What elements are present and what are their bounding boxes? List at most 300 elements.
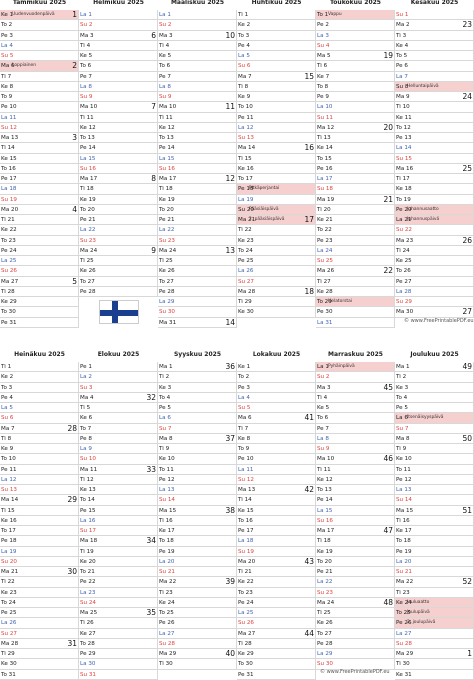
holiday-name: Uudenvuodenpäivä: [12, 12, 55, 17]
day-row: [0, 567, 79, 577]
day-label: Ke 15: [238, 507, 254, 514]
day-row: [237, 424, 316, 434]
day-row: [395, 225, 474, 235]
day-label: Ti 11: [317, 466, 331, 473]
day-row: [0, 444, 79, 454]
day-row: [0, 184, 79, 194]
day-label: Pe 28: [159, 288, 175, 295]
day-row: [79, 236, 158, 246]
day-label: La 5: [1, 405, 13, 411]
day-row: [0, 266, 79, 276]
day-row: [316, 297, 395, 307]
day-row: [237, 670, 316, 680]
day-row: [158, 205, 237, 215]
day-label: La 12: [1, 476, 17, 483]
day-row: [395, 174, 474, 184]
day-label: To 23: [1, 237, 16, 244]
day-label: Pe 1: [80, 364, 92, 370]
day-label: Ke 26: [317, 620, 333, 627]
day-label: Su 27: [238, 278, 254, 285]
day-label: Ke 9: [238, 94, 251, 100]
holiday-name: Jouluaatto: [407, 599, 430, 605]
day-row: [395, 526, 474, 536]
day-row: [0, 403, 79, 413]
day-label: La 7: [396, 73, 408, 80]
week-number: 51: [462, 505, 472, 515]
holiday-name: Helluntaipäivä: [407, 83, 439, 89]
day-label: La 6: [396, 415, 408, 422]
week-number: 41: [304, 413, 314, 423]
day-label: Ti 1: [1, 364, 12, 370]
day-row: [79, 287, 158, 297]
day-label: Ke 8: [238, 435, 251, 442]
day-row: [79, 174, 158, 184]
day-label: Ti 22: [238, 227, 252, 234]
day-row: [0, 577, 79, 587]
day-row: [237, 307, 316, 317]
day-label: La 1: [317, 364, 329, 370]
day-row: [158, 588, 237, 598]
day-label: La 20: [396, 558, 412, 565]
day-label: Pe 21: [80, 217, 96, 223]
day-row: [0, 659, 79, 669]
day-label: Su 16: [317, 517, 333, 524]
day-row: [395, 454, 474, 464]
day-row: [158, 307, 237, 317]
day-label: Ti 18: [159, 186, 173, 193]
day-row: [237, 195, 316, 205]
day-row: [0, 618, 79, 628]
day-row: [237, 174, 316, 184]
day-row: [0, 495, 79, 505]
day-row: [237, 123, 316, 133]
day-label: Ma 3: [159, 32, 173, 39]
month-column: [158, 351, 237, 670]
day-row: [316, 598, 395, 608]
day-label: Pe 17: [238, 528, 254, 534]
day-row: [79, 659, 158, 669]
day-row: [158, 113, 237, 123]
day-label: Ke 30: [1, 661, 17, 668]
day-row: [395, 598, 474, 608]
day-row: [237, 454, 316, 464]
week-number: 1: [467, 649, 472, 658]
day-label: La 13: [159, 487, 175, 493]
day-label: Ke 12: [80, 124, 96, 131]
week-number: 27: [462, 307, 472, 317]
day-row: [237, 133, 316, 143]
day-row: [158, 246, 237, 256]
day-label: La 10: [317, 104, 333, 111]
day-label: To 12: [396, 124, 411, 131]
month-title: Huhtikuu 2025: [251, 0, 302, 6]
day-row: [0, 287, 79, 297]
day-row: [158, 454, 237, 464]
month-title: Toukokuu 2025: [330, 0, 381, 6]
day-row: [237, 639, 316, 649]
day-row: [316, 383, 395, 393]
day-row: [316, 277, 395, 287]
day-row: [79, 277, 158, 287]
day-row: [237, 164, 316, 174]
day-label: La 8: [80, 83, 92, 90]
day-label: Pe 14: [317, 497, 333, 504]
day-label: La 31: [317, 319, 333, 326]
day-label: To 7: [80, 425, 92, 432]
day-row: [79, 516, 158, 526]
day-row: [316, 123, 395, 133]
day-row: [0, 20, 79, 30]
day-row: [316, 608, 395, 618]
day-label: Ti 2: [159, 374, 170, 381]
day-row: [79, 649, 158, 659]
day-label: Pe 14: [80, 145, 96, 152]
day-row: [158, 195, 237, 205]
holiday-name: Juhannuspäivä: [407, 217, 440, 222]
day-label: La 26: [1, 620, 17, 627]
day-label: Pe 11: [1, 466, 17, 473]
day-label: Su 8: [396, 83, 409, 90]
day-label: Ti 27: [317, 278, 331, 285]
day-label: Ti 25: [317, 610, 331, 616]
day-row: [79, 215, 158, 225]
month-title: Kesäkuu 2025: [410, 0, 459, 6]
day-row: [395, 372, 474, 382]
day-row: [0, 598, 79, 608]
day-row: [316, 547, 395, 557]
day-label: Ma 29: [159, 651, 177, 657]
week-number: 18: [304, 286, 314, 296]
day-label: Su 21: [159, 569, 175, 575]
day-label: Pe 30: [317, 309, 333, 316]
day-label: To 11: [396, 466, 411, 473]
week-number: 49: [462, 362, 472, 371]
day-label: Ma 4: [80, 394, 94, 401]
day-label: Ke 14: [317, 145, 333, 152]
day-label: Ti 17: [396, 176, 410, 182]
day-row: [237, 495, 316, 505]
day-row: [316, 41, 395, 51]
day-label: Pe 26: [396, 620, 412, 627]
day-row: [79, 670, 158, 680]
day-row: [158, 92, 237, 102]
day-label: Su 23: [317, 589, 333, 596]
day-label: La 11: [238, 466, 254, 473]
day-label: Ma 10: [317, 456, 335, 463]
day-label: Su 15: [396, 155, 412, 162]
day-label: Pe 5: [396, 405, 408, 411]
day-row: [0, 475, 79, 485]
day-row: [158, 297, 237, 307]
day-label: To 9: [238, 446, 250, 452]
month-column: [237, 351, 316, 680]
day-row: [158, 215, 237, 225]
day-row: [0, 670, 79, 680]
day-row: [0, 629, 79, 639]
day-label: La 8: [159, 83, 171, 90]
day-label: Su 3: [80, 384, 93, 391]
day-label: Ma 24: [317, 599, 335, 606]
day-label: Ma 11: [80, 466, 98, 473]
week-number: 48: [383, 597, 393, 607]
day-row: [0, 246, 79, 256]
day-row: [395, 297, 474, 307]
day-label: La 29: [317, 651, 333, 657]
day-label: Ke 30: [238, 309, 254, 316]
day-row: [0, 608, 79, 618]
day-row: [395, 362, 474, 372]
day-row: [316, 113, 395, 123]
day-label: Pe 24: [238, 599, 254, 606]
day-row: [158, 277, 237, 287]
day-label: Su 28: [396, 640, 412, 647]
day-row: [316, 393, 395, 403]
day-row: [158, 567, 237, 577]
day-row: [158, 266, 237, 276]
day-row: [237, 51, 316, 61]
week-number: 10: [225, 30, 235, 40]
day-label: La 1: [80, 12, 92, 18]
day-row: [316, 659, 395, 669]
footer-text-top: © www.FreePrintablePDF.eu: [404, 318, 474, 324]
day-row: [79, 475, 158, 485]
day-label: Su 30: [317, 661, 333, 668]
day-label: Ke 3: [159, 384, 172, 391]
day-row: [395, 154, 474, 164]
day-label: La 13: [396, 487, 412, 493]
day-label: Su 6: [1, 415, 14, 422]
day-label: Ti 29: [238, 299, 252, 305]
day-label: Pe 21: [159, 217, 175, 223]
day-row: [316, 236, 395, 246]
day-row: [0, 133, 79, 143]
day-label: Ti 30: [396, 661, 410, 668]
day-row: [395, 536, 474, 546]
day-label: Ma 10: [80, 104, 98, 111]
day-label: Su 2: [80, 22, 93, 29]
day-label: Su 2: [317, 374, 330, 381]
day-label: To 19: [396, 196, 411, 203]
week-number: 46: [383, 454, 393, 464]
day-label: Ke 10: [159, 456, 175, 463]
day-row: [237, 536, 316, 546]
day-row: [395, 495, 474, 505]
day-label: Ke 19: [159, 196, 175, 203]
day-row: [158, 123, 237, 133]
holiday-name: Helatorstai: [328, 299, 353, 304]
week-number: 22: [383, 266, 393, 276]
day-row: [316, 225, 395, 235]
day-row: [158, 102, 237, 112]
week-number: 26: [462, 235, 472, 245]
week-number: 9: [151, 245, 156, 255]
day-row: [395, 465, 474, 475]
day-row: [79, 536, 158, 546]
day-row: [237, 526, 316, 536]
day-row: [0, 195, 79, 205]
day-row: [395, 567, 474, 577]
day-label: Ma 29: [396, 651, 414, 657]
day-label: La 15: [317, 507, 333, 514]
day-label: La 30: [80, 661, 96, 668]
day-label: Su 12: [238, 476, 254, 483]
day-label: Ti 13: [317, 135, 331, 141]
day-row: [79, 362, 158, 372]
day-label: Ma 7: [1, 425, 15, 432]
holiday-name: Vappu: [328, 12, 342, 17]
day-row: [395, 287, 474, 297]
day-row: [158, 41, 237, 51]
day-label: Pe 17: [1, 176, 17, 182]
day-row: [237, 372, 316, 382]
day-row: [316, 526, 395, 536]
day-row: [395, 51, 474, 61]
day-label: La 1: [159, 12, 171, 18]
day-label: Su 10: [80, 456, 96, 463]
day-label: Pe 31: [1, 319, 17, 326]
day-label: Su 20: [1, 558, 17, 565]
day-row: [79, 393, 158, 403]
day-row: [237, 516, 316, 526]
day-row: [316, 102, 395, 112]
week-number: 23: [462, 20, 472, 30]
day-row: [316, 413, 395, 423]
day-label: Ma 21: [238, 217, 256, 223]
day-label: Ma 17: [317, 528, 335, 534]
day-label: Ke 31: [396, 671, 412, 678]
day-row: [316, 164, 395, 174]
day-label: Ti 3: [396, 32, 407, 39]
day-row: [395, 41, 474, 51]
day-row: [79, 266, 158, 276]
day-row: [395, 424, 474, 434]
day-row: [316, 485, 395, 495]
day-label: To 6: [159, 63, 171, 70]
day-row: [0, 82, 79, 92]
holiday-name: Joulupäivä: [407, 610, 430, 615]
day-label: La 20: [159, 558, 175, 565]
day-label: Ke 24: [396, 599, 412, 606]
day-label: Su 23: [159, 237, 175, 244]
day-label: To 9: [1, 94, 13, 100]
holiday-name: Pyhäinpäivä: [328, 364, 355, 369]
day-row: [79, 485, 158, 495]
day-label: Su 7: [396, 425, 409, 432]
day-row: [237, 413, 316, 423]
week-number: 36: [225, 362, 235, 371]
day-row: [237, 277, 316, 287]
day-row: [158, 495, 237, 505]
day-label: La 3: [317, 32, 329, 39]
day-row: [237, 10, 316, 20]
day-label: Su 30: [159, 309, 175, 316]
day-label: Pe 19: [396, 548, 412, 555]
day-label: Su 29: [396, 299, 412, 305]
day-label: Ti 6: [317, 63, 328, 70]
day-row: [79, 41, 158, 51]
day-label: Pe 23: [317, 237, 333, 244]
day-label: Ma 27: [238, 630, 256, 637]
week-number: 32: [146, 392, 156, 402]
day-row: [237, 266, 316, 276]
day-row: [0, 51, 79, 61]
day-label: To 24: [238, 247, 253, 254]
day-label: Ke 16: [238, 165, 254, 172]
day-row: [158, 164, 237, 174]
day-row: [0, 225, 79, 235]
day-row: [316, 639, 395, 649]
day-label: To 10: [238, 104, 253, 111]
day-row: [237, 485, 316, 495]
day-label: Ti 5: [80, 405, 91, 411]
week-number: 16: [304, 143, 314, 153]
day-row: [237, 31, 316, 41]
day-row: [158, 577, 237, 587]
day-row: [158, 174, 237, 184]
day-row: [79, 154, 158, 164]
day-row: [395, 195, 474, 205]
day-row: [395, 403, 474, 413]
day-label: La 4: [1, 42, 13, 49]
day-label: Su 9: [317, 446, 330, 452]
week-number: 29: [67, 495, 77, 505]
day-row: [158, 184, 237, 194]
day-label: To 25: [159, 610, 174, 616]
day-row: [316, 454, 395, 464]
day-label: To 31: [1, 671, 16, 678]
week-number: 1: [72, 10, 77, 19]
day-label: Ke 6: [80, 415, 93, 422]
day-label: Ke 12: [317, 476, 333, 483]
day-label: La 29: [159, 299, 175, 305]
day-label: Ti 21: [238, 569, 252, 575]
day-label: Su 27: [1, 630, 17, 637]
day-row: [237, 82, 316, 92]
week-number: 42: [304, 485, 314, 494]
day-label: To 13: [159, 135, 174, 141]
day-row: [0, 174, 79, 184]
day-row: [158, 72, 237, 82]
day-row: [395, 577, 474, 587]
day-label: Ti 7: [1, 73, 12, 80]
week-number: 15: [304, 71, 314, 81]
day-row: [237, 629, 316, 639]
day-row: [237, 92, 316, 102]
day-label: Ke 28: [317, 288, 333, 295]
day-label: To 16: [1, 165, 16, 172]
day-label: Ma 28: [238, 288, 256, 295]
day-label: Ti 23: [396, 589, 410, 596]
day-label: Pe 4: [1, 394, 13, 401]
week-number: 24: [462, 92, 472, 101]
week-number: 44: [304, 628, 314, 638]
day-label: Ke 20: [80, 558, 96, 565]
day-label: Su 4: [317, 42, 330, 49]
day-row: [237, 113, 316, 123]
day-row: [158, 133, 237, 143]
day-row: [237, 608, 316, 618]
day-row: [158, 424, 237, 434]
day-label: Pe 22: [80, 579, 96, 586]
day-row: [0, 123, 79, 133]
day-row: [79, 383, 158, 393]
day-label: Su 14: [159, 497, 175, 504]
month-column: [158, 0, 237, 328]
day-label: Pe 27: [396, 278, 412, 285]
day-label: Ma 10: [159, 104, 177, 111]
day-label: Pe 2: [317, 22, 329, 29]
week-number: 12: [225, 174, 235, 183]
